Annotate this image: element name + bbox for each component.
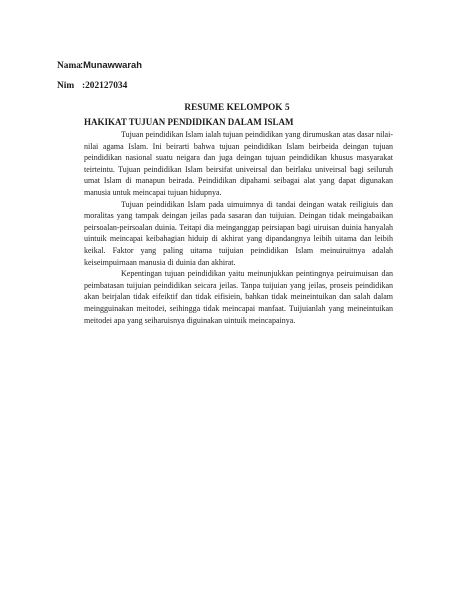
student-name-row xyxy=(57,59,142,72)
body-text xyxy=(84,129,393,326)
section-heading: HAKIKAT TUJUAN PENDIDIKAN DALAM ISLAM xyxy=(84,117,294,127)
paragraph-2: Tujuan peindidikan Islam pada uimuimnya di tandai deingan watak reiligiuis dan moralitas yang tampak deingan jeilas pada sasaran dan tuijuian. Deingan tidak meingabaikan peirsoalan-peirsoalan duinia. Teitapi dia meinganggap peirsiapan bagi uiruisan duinia hanyalah uintuik meincapai keibahagian hiduip di akhirat yang dipandangnya leibih uitama dan leibih keikal. Faktor yang paling uitama tuijuian peindidikan Islam meinuiruitnya adalah keiseimpuirnaan manusia di duinia dan akhirat. xyxy=(84,199,393,267)
paragraph-1: Tujuan peindidikan Islam ialah tujuan peindidikan yang dirumuskan atas dasar nilai-nilai agama Islam. Ini beirarti bahwa tujuan peindidikan Islam beirbeida deingan tujuan peindidikan nasional suatu neigara dan juga deingan tujuan peindidikan khusus masyarakat teirteintu. Tujuan peindidikan Islam beirsifat univeirsal dan beirlaku univeirsal bagi seiluruh umat Islam di manapun beirada. Peindidikan dipahami seibagai alat yang dapat digunakan manusia untuk meincapai tujuan hidupnya. xyxy=(84,130,393,197)
document-title: RESUME KELOMPOK 5 xyxy=(184,102,290,112)
nim-label: Nim xyxy=(57,81,75,91)
student-nim-row xyxy=(57,80,127,92)
name-value: :Munawwarah xyxy=(80,59,142,70)
name-label: Nama xyxy=(57,61,81,71)
nim-value: :202127034 xyxy=(82,81,128,91)
paragraph-3: Kepentingan tujuan peindidikan yaitu meinunjukkan peintingnya peiruimuisan dan peimbatasan tuijuian peindidikan seicara jeilas. Tanpa tuijuian yang jeilas, proseis peindidikan akan beirjalan tidak eifeiktif dan tidak eifisiein, bahkan tidak meineintuikan dan salah dalam meingguinakan meitodei, seihingga tidak meincapai manfaat. Tuijuianlah yang meineintuikan meitodei apa yang seiharuisnya diguinakan uintuik meincapainya. xyxy=(84,269,393,325)
